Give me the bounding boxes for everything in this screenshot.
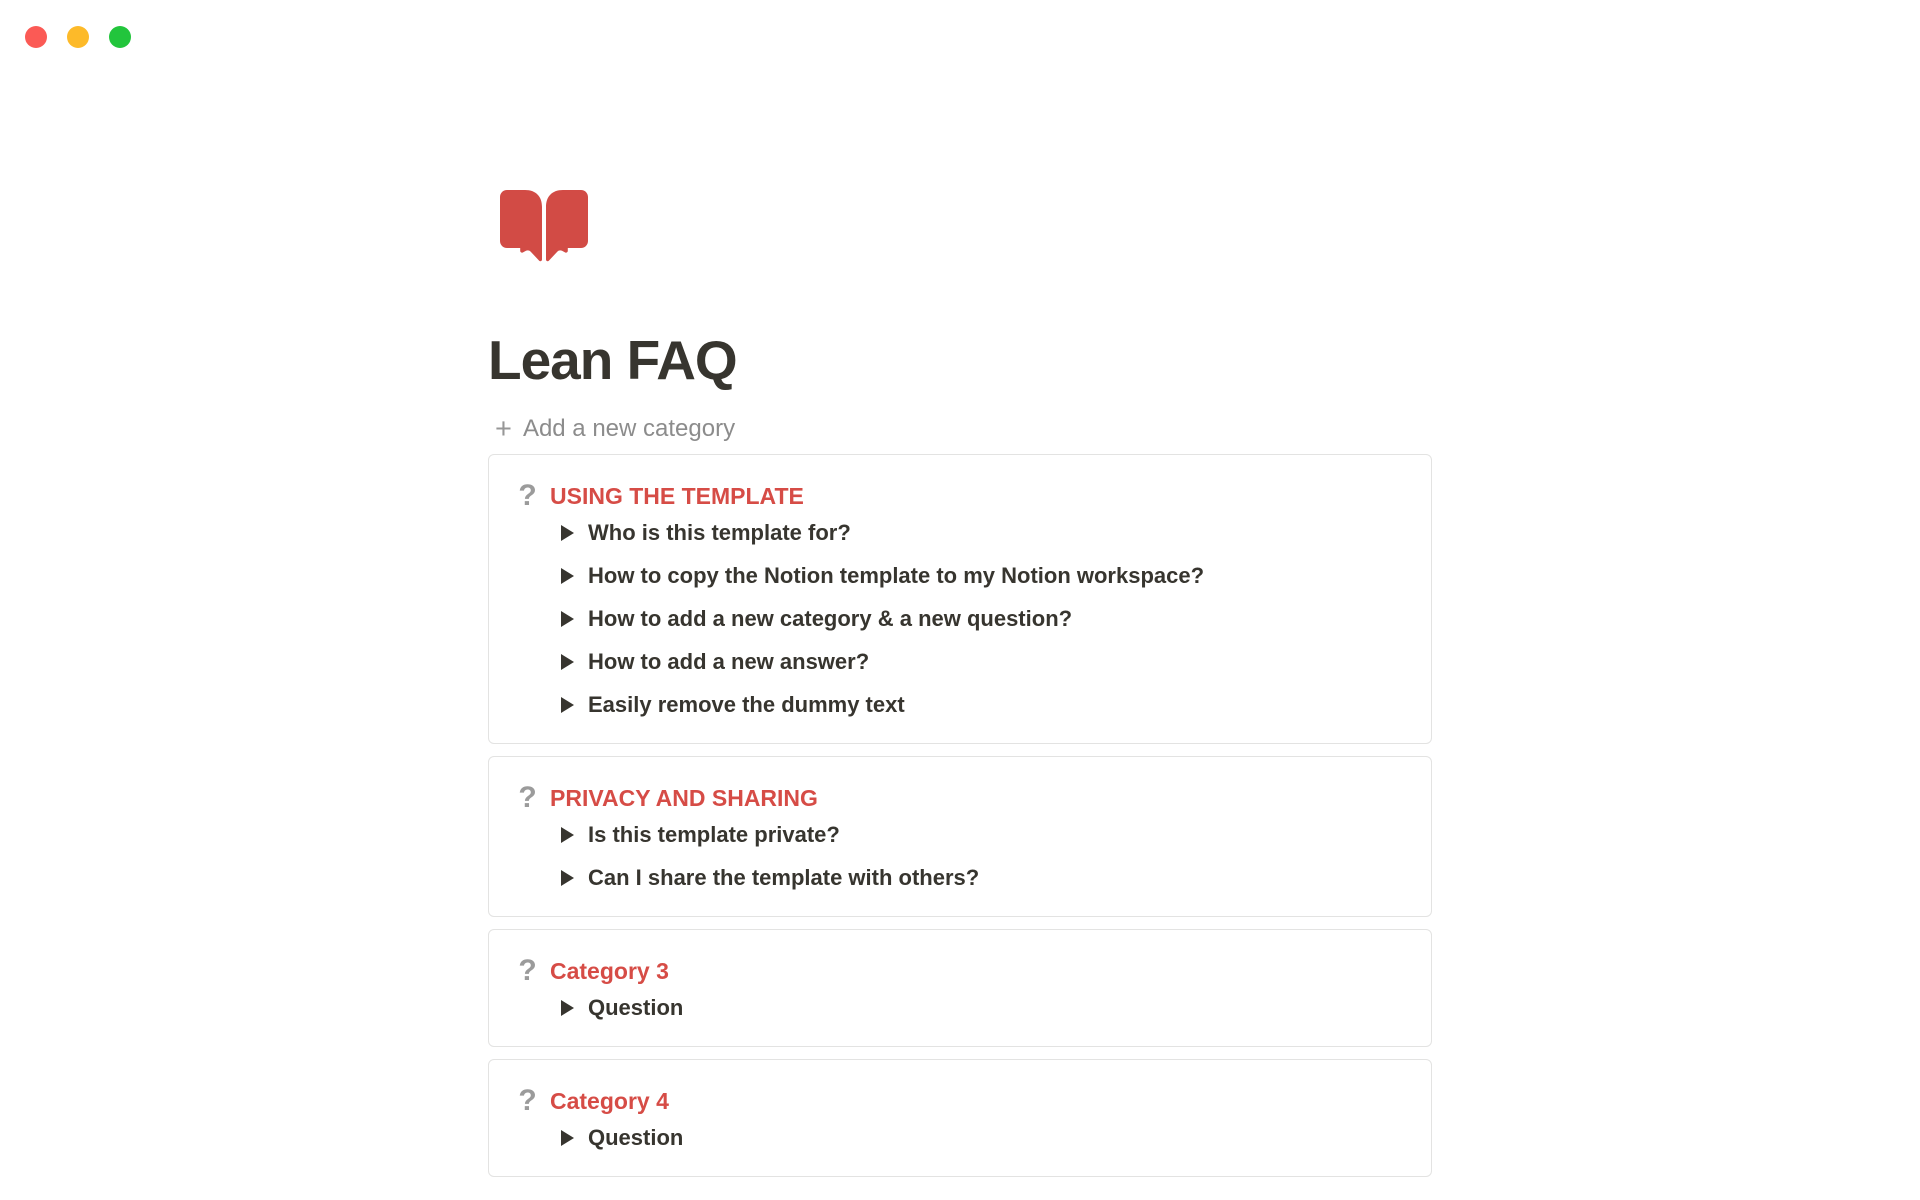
question-mark-icon: ? — [518, 781, 537, 814]
toggle-triangle-icon[interactable] — [561, 827, 574, 843]
close-window-icon[interactable] — [25, 26, 47, 48]
question-toggle-row[interactable] — [517, 554, 1401, 597]
add-category-label: Add a new category — [522, 415, 736, 442]
toggle-triangle-icon[interactable] — [561, 1000, 574, 1016]
page-content — [488, 190, 1432, 1189]
question-label: Is this template private? — [588, 822, 840, 847]
question-toggle-row[interactable] — [517, 856, 1401, 899]
question-toggle-row[interactable] — [517, 813, 1401, 856]
toggle-triangle-icon[interactable] — [561, 654, 574, 670]
toggle-triangle-icon[interactable] — [561, 697, 574, 713]
category-card — [488, 929, 1432, 1047]
category-title: Category 3 — [550, 958, 669, 984]
question-label: How to copy the Notion template to my Notion workspace? — [588, 563, 1205, 588]
toggle-triangle-icon[interactable] — [561, 1130, 574, 1146]
question-toggle-row[interactable] — [517, 1116, 1401, 1159]
category-header — [517, 783, 1401, 813]
question-mark-icon: ? — [518, 479, 537, 512]
minimize-window-icon[interactable] — [67, 26, 89, 48]
question-label: How to add a new category & a new question? — [588, 606, 1073, 631]
category-header — [517, 956, 1401, 986]
category-title: Category 4 — [550, 1088, 669, 1114]
question-mark-icon: ? — [518, 1084, 537, 1117]
question-list — [517, 813, 1401, 899]
question-list — [517, 511, 1401, 726]
zoom-window-icon[interactable] — [109, 26, 131, 48]
page-title: Lean FAQ — [488, 329, 737, 391]
question-label: How to add a new answer? — [588, 649, 870, 674]
question-list — [517, 1116, 1401, 1159]
category-header — [517, 1086, 1401, 1116]
question-label: Can I share the template with others? — [588, 865, 980, 890]
add-category-button[interactable] — [495, 414, 735, 444]
question-toggle-row[interactable] — [517, 640, 1401, 683]
plus-icon: + — [495, 413, 512, 445]
question-toggle-row[interactable] — [517, 511, 1401, 554]
question-list — [517, 986, 1401, 1029]
question-toggle-row[interactable] — [517, 986, 1401, 1029]
question-label: Who is this template for? — [588, 520, 851, 545]
question-toggle-row[interactable] — [517, 683, 1401, 726]
question-label: Easily remove the dummy text — [588, 692, 905, 717]
category-card — [488, 756, 1432, 917]
toggle-triangle-icon[interactable] — [561, 568, 574, 584]
category-card — [488, 454, 1432, 744]
category-title: USING THE TEMPLATE — [550, 483, 804, 509]
category-list — [488, 454, 1432, 1177]
window-controls — [25, 26, 131, 48]
question-label: Question — [588, 1125, 684, 1150]
question-mark-icon: ? — [518, 954, 537, 987]
question-label: Question — [588, 995, 684, 1020]
category-header — [517, 481, 1401, 511]
open-book-icon[interactable] — [500, 190, 588, 262]
category-title: PRIVACY AND SHARING — [550, 785, 818, 811]
toggle-triangle-icon[interactable] — [561, 611, 574, 627]
category-card — [488, 1059, 1432, 1177]
question-toggle-row[interactable] — [517, 597, 1401, 640]
toggle-triangle-icon[interactable] — [561, 870, 574, 886]
toggle-triangle-icon[interactable] — [561, 525, 574, 541]
